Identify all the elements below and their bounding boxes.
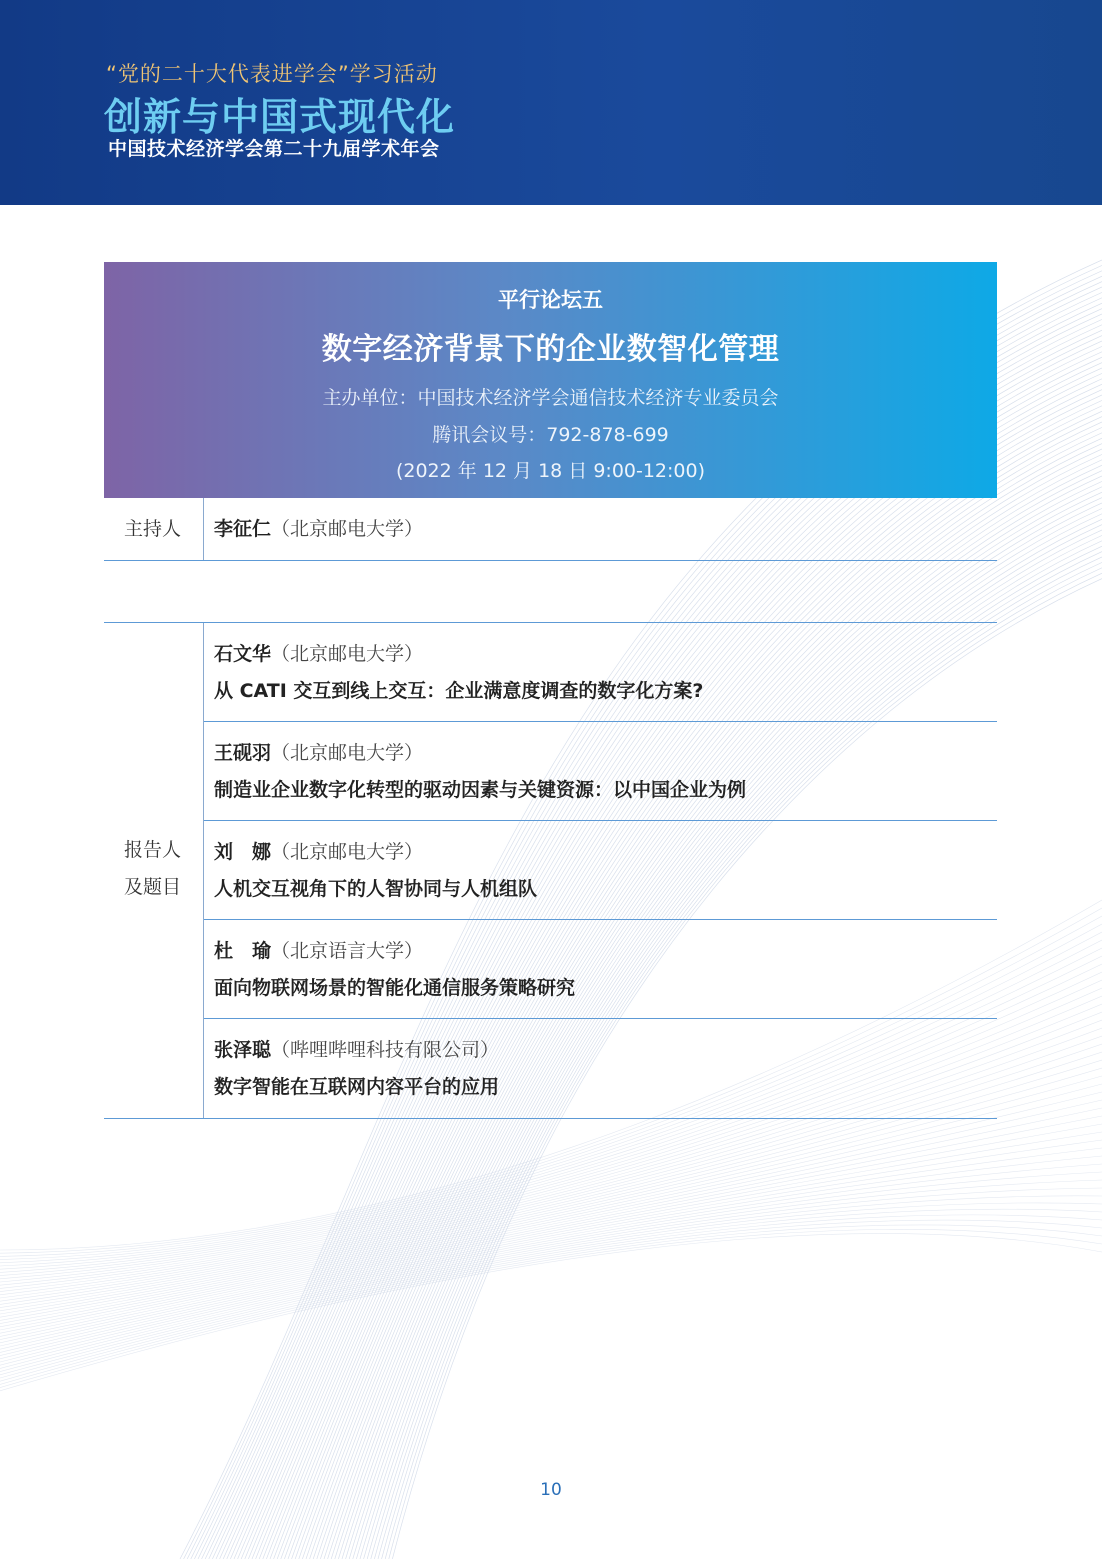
speaker-name: 张泽聪 <box>214 1039 272 1061</box>
header-subtitle: 中国技术经济学会第二十九届学术年会 <box>108 138 440 160</box>
speaker-topic: 制造业企业数字化转型的驱动因素与关键资源：以中国企业为例 <box>214 779 747 801</box>
speakers-label-line2: 及题目 <box>124 876 182 898</box>
speaker-affiliation: （北京邮电大学） <box>271 841 424 863</box>
host-name: 李征仁 <box>214 518 272 540</box>
speakers-row <box>104 623 997 1119</box>
page-number: 10 <box>540 1480 562 1500</box>
speakers-label-cell <box>104 623 204 1118</box>
speaker-name: 刘 娜 <box>214 841 272 863</box>
speaker-entry <box>204 920 997 1019</box>
header-kicker: “党的二十大代表进学会”学习活动 <box>106 62 438 86</box>
speaker-entry <box>204 821 997 920</box>
host-label-cell <box>104 498 204 560</box>
speaker-entry <box>204 1019 997 1118</box>
speaker-affiliation: （北京语言大学） <box>271 940 424 962</box>
forum-title: 数字经济背景下的企业数智化管理 <box>321 332 780 367</box>
forum-banner <box>104 262 997 498</box>
spacer-row <box>104 561 997 623</box>
speaker-topic: 数字智能在互联网内容平台的应用 <box>214 1076 500 1098</box>
speaker-topic: 人机交互视角下的人智协同与人机组队 <box>214 878 538 900</box>
speaker-topic: 面向物联网场景的智能化通信服务策略研究 <box>214 977 576 999</box>
speaker-affiliation: （哔哩哔哩科技有限公司） <box>271 1039 500 1061</box>
forum-time: (2022 年 12 月 18 日 9:00-12:00) <box>395 460 706 482</box>
header-band <box>0 0 1102 205</box>
forum-meeting-id: 腾讯会议号：792-878-699 <box>432 424 669 446</box>
speaker-entry <box>204 623 997 722</box>
speakers-label-line1: 报告人 <box>124 839 182 861</box>
speaker-topic: 从 CATI 交互到线上交互：企业满意度调查的数字化方案? <box>214 680 704 702</box>
host-label: 主持人 <box>124 518 182 540</box>
speaker-name: 石文华 <box>214 643 272 665</box>
forum-organizer: 主办单位：中国技术经济学会通信技术经济专业委员会 <box>322 387 779 409</box>
speaker-name: 王砚羽 <box>214 742 272 764</box>
speaker-entry <box>204 722 997 821</box>
host-row <box>104 498 997 561</box>
speaker-affiliation: （北京邮电大学） <box>271 643 424 665</box>
host-entry <box>214 511 423 548</box>
host-affiliation: （北京邮电大学） <box>271 518 424 540</box>
forum-label: 平行论坛五 <box>498 288 603 312</box>
schedule-table <box>104 498 997 1119</box>
speaker-name: 杜 瑜 <box>214 940 272 962</box>
speaker-affiliation: （北京邮电大学） <box>271 742 424 764</box>
header-title: 创新与中国式现代化 <box>104 95 456 139</box>
